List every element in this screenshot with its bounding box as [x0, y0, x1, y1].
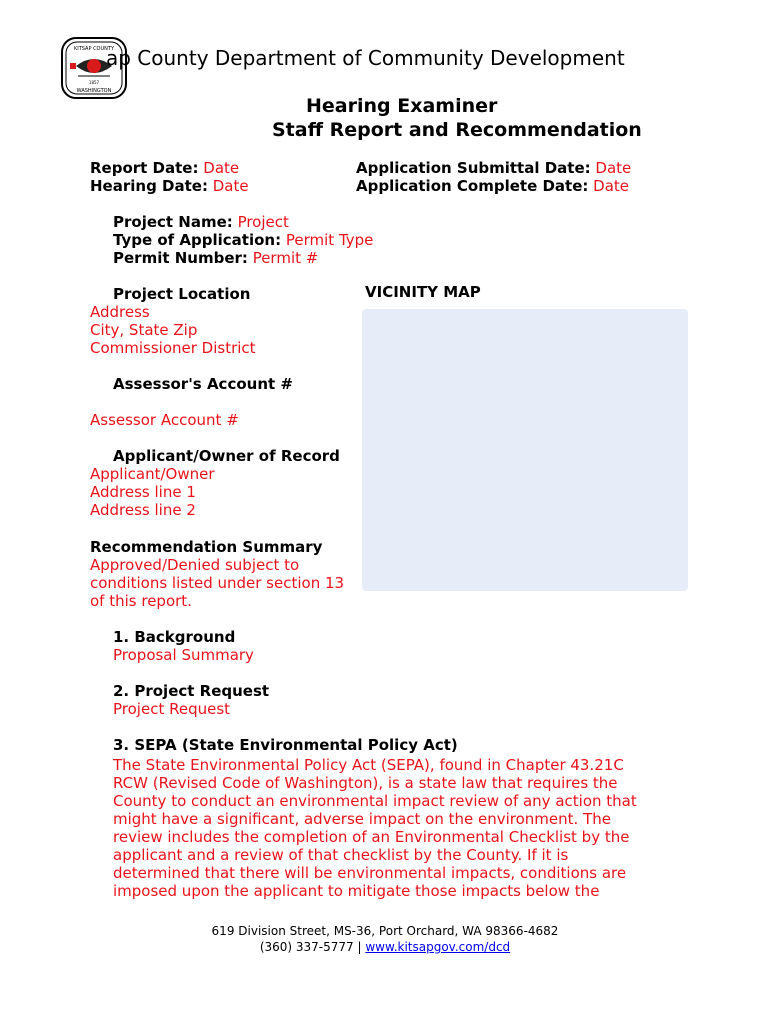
document-subtitle: Staff Report and Recommendation — [272, 119, 642, 141]
application-type-label: Type of Application: — [113, 231, 282, 249]
submittal-date-value: Date — [595, 159, 632, 177]
applicant-name: Applicant/Owner — [90, 465, 215, 483]
applicant-address-line-1: Address line 1 — [90, 483, 196, 501]
department-title: ap County Department of Community Development — [106, 46, 625, 70]
project-name-value: Project — [237, 213, 289, 231]
location-city: City, State Zip — [90, 321, 198, 339]
permit-number-label: Permit Number: — [113, 249, 248, 267]
assessor-heading: Assessor's Account # — [113, 375, 293, 393]
application-type — [113, 231, 373, 249]
project-request-text: Project Request — [113, 700, 231, 718]
seal-top-text: KITSAP COUNTY — [73, 46, 115, 52]
complete-date — [356, 177, 629, 195]
location-district: Commissioner District — [90, 339, 256, 357]
sepa-paragraph: The State Environmental Policy Act (SEPA), found in Chapter 43.21C RCW (Revised Code of Washington), is a state law that requires the County to conduct an environmental impact review of any action that might have a significant, adverse impact on the environment. The review includes the completion of an Environmental Checklist by the applicant and a review of that checklist by the County. If it is determined that there will be environmental impacts, conditions are imposed upon the applicant to mitigate those impacts below the — [113, 756, 637, 900]
complete-date-label: Application Complete Date: — [356, 177, 589, 195]
project-name-label: Project Name: — [113, 213, 233, 231]
applicant-heading: Applicant/Owner of Record — [113, 447, 340, 465]
project-request-heading: 2. Project Request — [113, 682, 270, 700]
vicinity-map-placeholder — [362, 309, 688, 591]
recommendation-line-2: conditions listed under section 13 — [90, 574, 345, 592]
recommendation-line-3: of this report. — [90, 592, 192, 610]
applicant-address-line-2: Address line 2 — [90, 501, 196, 519]
hearing-date-value: Date — [212, 177, 249, 195]
background-heading: 1. Background — [113, 628, 236, 646]
seal-bottom-text: WASHINGTON — [76, 88, 112, 94]
vicinity-map-heading: VICINITY MAP — [365, 283, 481, 301]
seal-year-text: 1857 — [88, 80, 100, 85]
footer-phone: (360) 337-5777 | — [259, 940, 362, 954]
project-location-heading: Project Location — [113, 285, 251, 303]
submittal-date-label: Application Submittal Date: — [356, 159, 591, 177]
footer-address: 619 Division Street, MS-36, Port Orchard, WA 98366-4682 — [211, 924, 559, 938]
complete-date-value: Date — [593, 177, 630, 195]
document-title: Hearing Examiner — [306, 95, 498, 117]
hearing-date-label: Hearing Date: — [90, 177, 208, 195]
location-address: Address — [90, 303, 150, 321]
report-date — [90, 159, 239, 177]
sepa-heading: 3. SEPA (State Environmental Policy Act) — [113, 736, 458, 754]
report-date-value: Date — [203, 159, 240, 177]
hearing-date — [90, 177, 249, 195]
footer-website-link[interactable]: www.kitsapgov.com/dcd — [365, 940, 511, 954]
application-type-value: Permit Type — [285, 231, 374, 249]
recommendation-heading: Recommendation Summary — [90, 538, 323, 556]
permit-number — [113, 249, 318, 267]
permit-number-value: Permit # — [252, 249, 319, 267]
project-name — [113, 213, 289, 231]
submittal-date — [356, 159, 631, 177]
background-text: Proposal Summary — [113, 646, 254, 664]
recommendation-line-1: Approved/Denied subject to — [90, 556, 300, 574]
footer-contact — [0, 939, 770, 955]
report-date-label: Report Date: — [90, 159, 199, 177]
assessor-value: Assessor Account # — [90, 411, 239, 429]
